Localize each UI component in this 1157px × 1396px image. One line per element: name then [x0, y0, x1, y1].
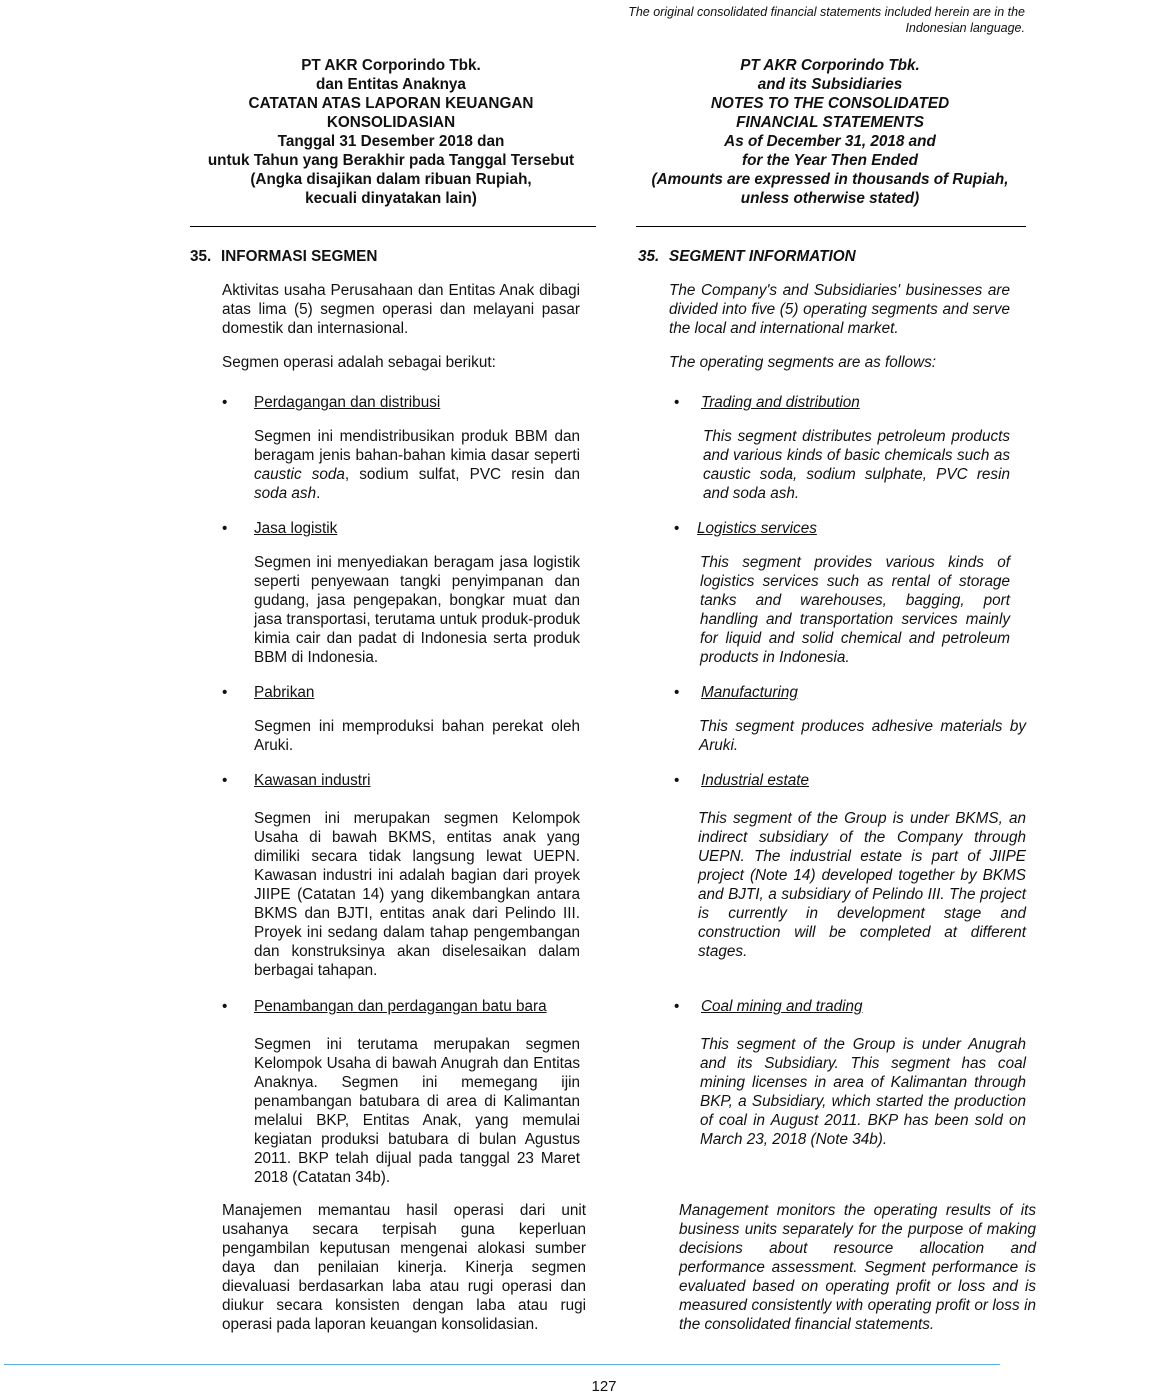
closing-paragraph-left: Manajemen memantau hasil operasi dari unit usahanya secara terpisah guna keperluan pengambilan keputusan mengenai alokasi sumber daya dan penilaian kinerja. Kinerja segmen dievaluasi berdasarkan laba atau rugi operasi dan diukur secara konsisten dengan laba atau rugi operasi pada laporan keuangan konsolidasian.: [222, 1202, 586, 1333]
header-line: (Angka disajikan dalam ribuan Rupiah,: [250, 171, 532, 188]
translation-note: The original consolidated financial statements included herein are in the Indonesian language.: [628, 5, 1025, 35]
segment-label: Coal mining and trading: [701, 998, 863, 1015]
bullet-marker: •: [674, 520, 680, 537]
segment-label: Trading and distribution: [701, 394, 860, 411]
page-number: 127: [591, 1378, 617, 1395]
header-line: NOTES TO THE CONSOLIDATED: [710, 95, 950, 112]
segment-description: This segment of the Group is under BKMS, an indirect subsidiary of the Company through UEPN. The industrial estate is part of JIIPE project (Note 14) developed together by BKMS and BJTI, a subsidiary of Pelindo III. The project is currently in development stage and construction will be completed at different stages.: [698, 810, 1026, 960]
header-line: CATATAN ATAS LAPORAN KEUANGAN: [248, 95, 534, 112]
segment-description: Segmen ini merupakan segmen Kelompok Usaha di bawah BKMS, entitas anak yang dimiliki secara tidak langsung lewat UEPN. Kawasan industri ini adalah bagian dari proyek JIIPE (Catatan 14) yang dikembangkan antara BKMS dan BJTI, entitas anak dari Pelindo III. Proyek ini sedang dalam tahap pengembangan dan konstruksinya akan diselesaikan dalam berbagai tahapan.: [254, 810, 580, 979]
segment-label: Industrial estate: [701, 772, 809, 789]
segment-description: This segment of the Group is under Anugrah and its Subsidiary. This segment has coal mining licenses in area of Kalimantan through BKP, a Subsidiary, which started the production of coal in August 2011. BKP has been sold on March 23, 2018 (Note 34b).: [700, 1036, 1026, 1148]
bullet-marker: •: [222, 998, 228, 1015]
bullet-marker: •: [222, 520, 228, 537]
segment-description: This segment distributes petroleum products and various kinds of basic chemicals such as caustic soda, sodium sulphate, PVC resin and soda ash.: [703, 428, 1010, 502]
segment-description: Segmen ini menyediakan beragam jasa logistik seperti penyewaan tangki penyimpanan dan gudang, jasa pengepakan, bongkar muat dan jasa transportasi, terutama untuk produk-produk kimia cair dan padat di Indonesia serta produk BBM di Indonesia.: [254, 554, 580, 666]
header-line: unless otherwise stated): [740, 190, 920, 207]
header-line: As of December 31, 2018 and: [724, 133, 936, 150]
segment-description: This segment produces adhesive materials by Aruki.: [699, 718, 1026, 754]
intro-paragraph-left: Aktivitas usaha Perusahaan dan Entitas Anak dibagi atas lima (5) segmen operasi dan melayani pasar domestik dan internasional.: [222, 282, 580, 337]
intro-paragraph-right: The Company's and Subsidiaries' businesses are divided into five (5) operating segments and serve the local and international market.: [669, 282, 1010, 337]
bullet-marker: •: [674, 998, 680, 1015]
section-number: 35.: [190, 248, 212, 265]
segment-description: This segment provides various kinds of logistics services such as rental of storage tanks and warehouses, bagging, port handling and transportation services mainly for liquid and solid chemical and petroleum products in Indonesia.: [700, 554, 1010, 666]
segment-label: Jasa logistik: [254, 520, 338, 537]
segments-intro-left: Segmen operasi adalah sebagai berikut:: [222, 354, 496, 371]
segment-label: Logistics services: [697, 520, 817, 537]
bullet-marker: •: [222, 684, 228, 701]
segment-description: Segmen ini terutama merupakan segmen Kelompok Usaha di bawah Anugrah dan Entitas Anaknya. Segmen ini memegang ijin penambangan batubara di area di Kalimantan melalui BKP, Entitas Anak, yang memulai kegiatan produksi batubara di bulan Agustus 2011. BKP telah dijual pada tanggal 23 Maret 2018 (Catatan 34b).: [254, 1036, 580, 1186]
header-line: KONSOLIDASIAN: [326, 114, 456, 131]
segment-label: Kawasan industri: [254, 772, 371, 789]
header-line: PT AKR Corporindo Tbk.: [740, 57, 920, 74]
header-line: for the Year Then Ended: [742, 152, 918, 169]
segment-label: Perdagangan dan distribusi: [254, 394, 441, 411]
section-heading-left: [190, 247, 590, 266]
footer-rule: [4, 1364, 1000, 1365]
header-rule-right: [636, 226, 1026, 227]
bullet-marker: •: [222, 394, 228, 411]
bullet-marker: •: [674, 772, 680, 789]
segment-label: Manufacturing: [701, 684, 798, 701]
header-line: dan Entitas Anaknya: [316, 76, 466, 93]
header-rule-left: [190, 226, 596, 227]
header-line: kecuali dinyatakan lain): [305, 190, 477, 207]
header-line: and its Subsidiaries: [757, 76, 903, 93]
bullet-marker: •: [222, 772, 228, 789]
header-line: Tanggal 31 Desember 2018 dan: [277, 133, 505, 150]
section-heading-right: [638, 247, 1026, 266]
header-line: (Amounts are expressed in thousands of Rupiah,: [651, 171, 1009, 188]
header-indonesian: [188, 56, 594, 208]
segment-description: Segmen ini mendistribusikan produk BBM dan beragam jenis bahan-bahan kimia dasar seperti caustic soda, sodium sulfat, PVC resin dan soda ash.: [254, 428, 580, 502]
header-line: FINANCIAL STATEMENTS: [736, 114, 924, 131]
segment-label: Penambangan dan perdagangan batu bara: [254, 998, 547, 1015]
bullet-marker: •: [674, 684, 680, 701]
segment-description: Segmen ini memproduksi bahan perekat oleh Aruki.: [254, 718, 580, 754]
header-line: untuk Tahun yang Berakhir pada Tanggal Tersebut: [207, 152, 575, 169]
closing-paragraph-right: Management monitors the operating results of its business units separately for the purpose of making decisions about resource allocation and performance assessment. Segment performance is evaluated based on operating profit or loss and is measured consistently with operating profit or loss in the consolidated financial statements.: [679, 1202, 1036, 1333]
section-title: INFORMASI SEGMEN: [221, 248, 378, 265]
header-line: PT AKR Corporindo Tbk.: [301, 57, 481, 74]
segment-label: Pabrikan: [254, 684, 315, 701]
section-number: 35.: [638, 248, 660, 265]
section-title: SEGMENT INFORMATION: [669, 248, 856, 265]
segments-intro-right: The operating segments are as follows:: [669, 354, 936, 371]
bullet-marker: •: [674, 394, 680, 411]
header-english: [634, 56, 1026, 208]
